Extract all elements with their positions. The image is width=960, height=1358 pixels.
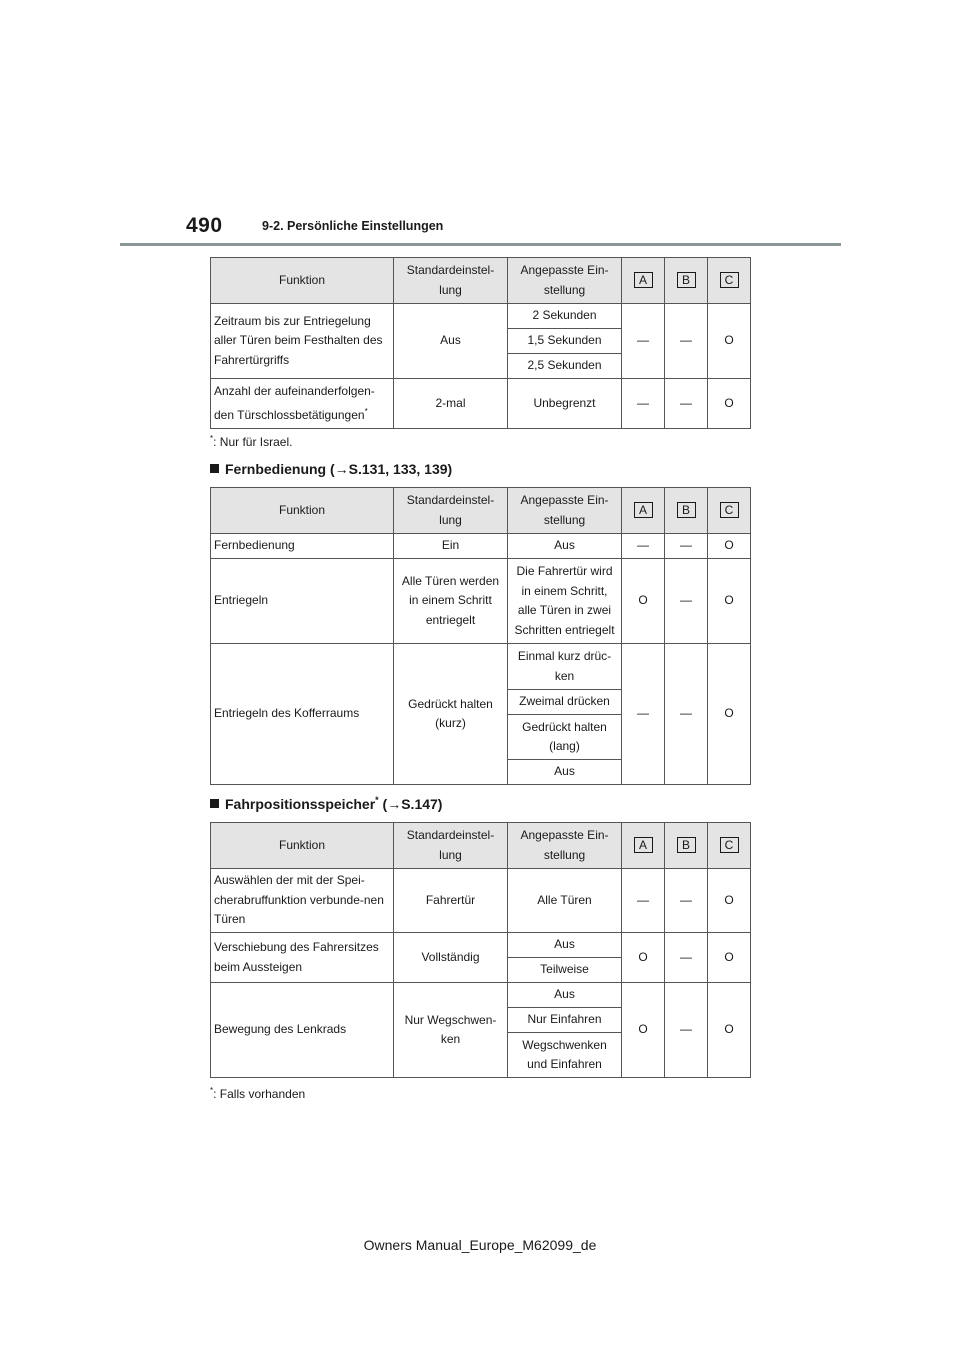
footnote-asterisk: * xyxy=(364,406,368,416)
column-header-standard: Standardeinstel-lung xyxy=(394,823,508,869)
cell-a: — xyxy=(622,644,665,785)
letter-c-box: C xyxy=(720,502,739,518)
cell-option: Teilweise xyxy=(508,958,622,983)
cell-c: O xyxy=(708,869,751,933)
letter-a-box: A xyxy=(634,272,653,288)
cell-option: Alle Türen xyxy=(508,869,622,933)
cell-b: — xyxy=(665,869,708,933)
cell-b: — xyxy=(665,559,708,644)
section-reference: (→S.147) xyxy=(378,796,443,812)
cell-c: O xyxy=(708,379,751,429)
cell-funktion: Auswählen der mit der Spei-cherabruffunktion verbunde-nen Türen xyxy=(211,869,394,933)
column-header-angepasst: Angepasste Ein-stellung xyxy=(508,488,622,534)
cell-option: Zweimal drücken xyxy=(508,690,622,715)
footnote-mark: * xyxy=(210,1086,214,1095)
column-header-a xyxy=(622,258,665,304)
column-header-funktion: Funktion xyxy=(211,258,394,304)
cell-option: Aus xyxy=(508,983,622,1008)
cell-option: Aus xyxy=(508,760,622,785)
cell-funktion: Fernbedienung xyxy=(211,534,394,559)
cell-b: — xyxy=(665,933,708,983)
cell-standard: Vollständig xyxy=(394,933,508,983)
header-rule xyxy=(120,243,841,246)
cell-a: — xyxy=(622,379,665,429)
table-header-row xyxy=(211,488,751,534)
cell-a: O xyxy=(622,933,665,983)
column-header-b xyxy=(665,823,708,869)
chapter-title: 9-2. Persönliche Einstellungen xyxy=(262,219,444,233)
cell-funktion: Zeitraum bis zur Entriegelung aller Türen beim Festhalten des Fahrertürgriffs xyxy=(211,304,394,379)
cell-standard: Alle Türen werden in einem Schritt entriegelt xyxy=(394,559,508,644)
cell-c: O xyxy=(708,559,751,644)
cell-a: — xyxy=(622,869,665,933)
table-row xyxy=(211,983,751,1008)
column-header-c xyxy=(708,488,751,534)
cell-b: — xyxy=(665,644,708,785)
column-header-angepasst: Angepasste Ein-stellung xyxy=(508,823,622,869)
column-header-b xyxy=(665,258,708,304)
column-header-a xyxy=(622,823,665,869)
page-number: 490 xyxy=(186,214,223,237)
cell-a: O xyxy=(622,559,665,644)
table-row xyxy=(211,379,751,429)
column-header-angepasst: Angepasste Ein-stellung xyxy=(508,258,622,304)
cell-b: — xyxy=(665,983,708,1078)
column-header-standard: Standardeinstel-lung xyxy=(394,488,508,534)
section-heading-fernbedienung xyxy=(210,461,452,477)
cell-c: O xyxy=(708,644,751,785)
cell-b: — xyxy=(665,534,708,559)
cell-standard: Ein xyxy=(394,534,508,559)
cell-b: — xyxy=(665,304,708,379)
letter-a-box: A xyxy=(634,837,653,853)
cell-option: 2 Sekunden xyxy=(508,304,622,329)
letter-b-box: B xyxy=(677,502,696,518)
cell-c: O xyxy=(708,983,751,1078)
footnote-israel xyxy=(210,434,292,449)
footer-manual-title: Owners Manual_Europe_M62099_de xyxy=(363,1237,597,1253)
cell-option: Unbegrenzt xyxy=(508,379,622,429)
column-header-funktion: Funktion xyxy=(211,823,394,869)
cell-a: — xyxy=(622,304,665,379)
cell-option: Gedrückt halten (lang) xyxy=(508,715,622,760)
settings-table-remote xyxy=(210,487,751,785)
cell-c: O xyxy=(708,304,751,379)
letter-b-box: B xyxy=(677,837,696,853)
section-bullet-icon xyxy=(210,799,219,808)
cell-a: — xyxy=(622,534,665,559)
cell-option: Wegschwenken und Einfahren xyxy=(508,1033,622,1078)
cell-standard: Fahrertür xyxy=(394,869,508,933)
settings-table-door-unlock xyxy=(210,257,751,429)
cell-standard: Nur Wegschwen-ken xyxy=(394,983,508,1078)
letter-c-box: C xyxy=(720,272,739,288)
cell-c: O xyxy=(708,933,751,983)
footnote-text: : Nur für Israel. xyxy=(213,435,293,449)
table-row xyxy=(211,534,751,559)
table-header-row xyxy=(211,823,751,869)
cell-option: 1,5 Sekunden xyxy=(508,329,622,354)
column-header-c xyxy=(708,258,751,304)
table-row xyxy=(211,559,751,644)
section-bullet-icon xyxy=(210,464,219,473)
cell-funktion: Entriegeln des Kofferraums xyxy=(211,644,394,785)
letter-c-box: C xyxy=(720,837,739,853)
cell-option: Aus xyxy=(508,534,622,559)
cell-option: Einmal kurz drüc-ken xyxy=(508,644,622,690)
cell-b: — xyxy=(665,379,708,429)
column-header-standard: Standardeinstel-lung xyxy=(394,258,508,304)
table-row xyxy=(211,304,751,329)
cell-option: Nur Einfahren xyxy=(508,1008,622,1033)
cell-c: O xyxy=(708,534,751,559)
footnote-mark: * xyxy=(210,434,214,443)
cell-funktion: Verschiebung des Fahrersitzes beim Aussteigen xyxy=(211,933,394,983)
table-row xyxy=(211,869,751,933)
settings-table-driving-position xyxy=(210,822,751,1078)
cell-standard: Gedrückt halten (kurz) xyxy=(394,644,508,785)
column-header-a xyxy=(622,488,665,534)
cell-funktion: Bewegung des Lenkrads xyxy=(211,983,394,1078)
table-row xyxy=(211,933,751,958)
cell-a: O xyxy=(622,983,665,1078)
table-header-row xyxy=(211,258,751,304)
cell-option: Die Fahrertür wird in einem Schritt, alle Türen in zwei Schritten entriegelt xyxy=(508,559,622,644)
section-title: Fahrpositionsspeicher xyxy=(225,796,376,812)
footnote-falls-vorhanden xyxy=(210,1086,305,1101)
footnote-text: : Falls vorhanden xyxy=(213,1087,306,1101)
cell-option: Aus xyxy=(508,933,622,958)
cell-funktion-text: Anzahl der aufeinanderfolgen-den Türschlossbetätigungen xyxy=(214,384,375,422)
section-heading-fahrpositionsspeicher xyxy=(210,795,442,812)
column-header-funktion: Funktion xyxy=(211,488,394,534)
table-row xyxy=(211,644,751,690)
cell-standard: 2-mal xyxy=(394,379,508,429)
letter-a-box: A xyxy=(634,502,653,518)
footnote-asterisk: * xyxy=(375,795,379,805)
letter-b-box: B xyxy=(677,272,696,288)
cell-funktion xyxy=(211,379,394,429)
cell-option: 2,5 Sekunden xyxy=(508,354,622,379)
column-header-b xyxy=(665,488,708,534)
section-title: Fernbedienung (→S.131, 133, 139) xyxy=(225,461,453,477)
cell-standard: Aus xyxy=(394,304,508,379)
cell-funktion: Entriegeln xyxy=(211,559,394,644)
column-header-c xyxy=(708,823,751,869)
